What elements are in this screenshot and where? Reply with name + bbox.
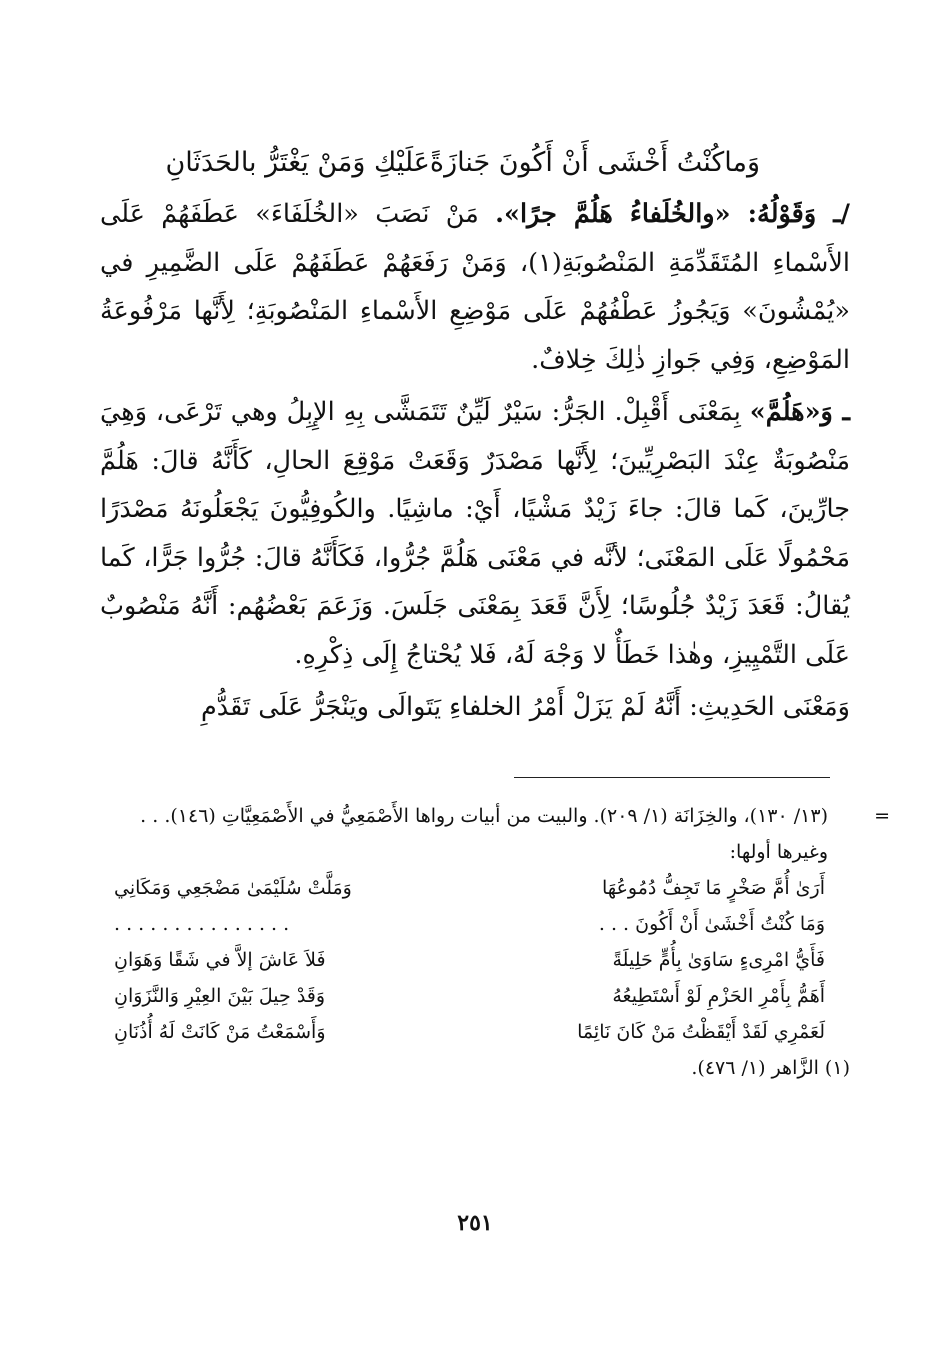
footnote-poem [114, 870, 825, 1050]
opening-verse [165, 140, 760, 186]
paragraph-lead: /ـ وَقَوْلُهُ: «والخُلَفاءُ هَلُمَّ جرًا». [495, 199, 850, 229]
footnote-separator [514, 777, 830, 778]
poem-first-hemistich: أَرَىٰ أُمَّ صَخْرٍ مَا تَجِفُّ دُمُوعُهَا [602, 877, 825, 899]
page-number: ٢٥١ [457, 1210, 493, 1236]
poem-second-hemistich: وَأَسْمَعْتُ مَنْ كَانَتْ لَهُ أُذُنَانِ [114, 1021, 326, 1043]
paragraph [100, 388, 850, 679]
poem-first-hemistich: فَأَيُّ امْرِىءٍ سَاوَىٰ بِأُمٍّ حَلِيلَةً [612, 949, 825, 971]
poem-line [114, 942, 825, 978]
paragraph-text: مَنْ نَصَبَ «الخُلَفَاءَ» عَطَفَهُمْ عَلَى الأَسْماءِ المُتَقَدِّمَةِ المَنْصُوبَةِ(١)، وَمَنْ رَفَعَهُمْ عَطَفَهُمْ عَلَى الضَّمِيرِ في «يُمْشُونَ» وَيَجُوزُ عَطْفُهُمْ عَلَى مَوْضِعِ الأَسْماءِ المَنْصُوبَةِ؛ لِأَنَّها مَرْفُوعَةُ المَوْضِعِ، وَفِي جَوازِ ذٰلِكَ خِلافٌ. [100, 199, 850, 375]
footnote-continuation-text: (١٣/ ١٣٠)، والخِزَانَة (١/ ٢٠٩). والبيت من أبيات رواها الأَصْمَعِيُّ في الأَصْمَعِيَّاتِ (١٤٦). . . وغيرها أولها: [140, 805, 828, 863]
poem-first-hemistich: أَهَمُّ بِأَمْرِ الحَزْمِ لَوْ أَسْتَطِيعُهُ [612, 985, 825, 1007]
footnote-continuation [100, 798, 890, 870]
main-text [100, 190, 850, 736]
poem-first-hemistich: لَعَمْرِي لَقَدْ أَيْقَظْتُ مَنْ كَانَ نَائِمًا [577, 1021, 825, 1043]
poem-second-hemistich: وَقَدْ حِيلَ بَيْنَ العِيْرِ وَالنَّزَوَانِ [114, 985, 326, 1007]
paragraph [100, 683, 850, 732]
poem-line [114, 906, 825, 942]
footnotes [100, 798, 890, 1086]
poem-second-hemistich: . . . . . . . . . . . . . . . [114, 913, 290, 935]
poem-line [114, 1014, 825, 1050]
verse-first-hemistich: وَماكُنْتُ أَخْشَى أَنْ أَكُونَ جَنازَةً [429, 147, 760, 178]
continuation-marker: = [874, 805, 890, 827]
poem-second-hemistich: فَلاَ عَاشَ إلاَّ في شَقًا وَهَوَانِ [114, 949, 326, 971]
paragraph [100, 190, 850, 384]
footnote-1: (١) الزَّاهر (١/ ٤٧٦). [691, 1057, 850, 1079]
paragraph-lead: ـ وَ«هَلُمَّ» [749, 397, 850, 427]
verse-second-hemistich: عَلَيْكِ وَمَنْ يَغْتَرُّ بالحَدَثَانِ [165, 147, 430, 178]
poem-line [114, 870, 825, 906]
paragraph-text: وَمَعْنَى الحَدِيثِ: أَنَّهُ لَمْ يَزَلْ أَمْرُ الخلفاءِ يَتَوالَى ويَنْجَرُّ عَلَى تَقَدُّمِ [200, 692, 850, 722]
poem-first-hemistich: وَمَا كُنْتُ أَخْشَىٰ أَنْ أَكُونَ . . . [598, 913, 825, 935]
paragraph-text: بِمَعْنَى أَقْبِلْ. الجَرُّ: سَيْرٌ لَيِّنٌ تَتَمَشَّى بِهِ الإِبِلُ وهي تَرْعَى، وَهِيَ مَنْصُوبَةٌ عِنْدَ البَصْرِيِّينَ؛ لِأَنَّها مَصْدَرٌ وَقَعَتْ مَوْقِعَ الحالِ، كَأَنَّهُ قالَ: هَلُمَّ جارِّينَ، كَما قالَ: جاءَ زَيْدٌ مَشْيًا، أَيْ: ماشِيًا. والكُوفِيُّونَ يَجْعَلُونَهُ مَصْدَرًا مَحْمُولًا عَلَى المَعْنَى؛ لأنَّه في مَعْنَى هَلُمَّ جُرُّوا، فَكَأَنَّهُ قالَ: جُرُّوا جَرًّا، كَما يُقالُ: قَعَدَ زَيْدٌ جُلُوسًا؛ لِأَنَّ قَعَدَ بِمَعْنَى جَلَسَ. وَزَعَمَ بَعْضُهُم: أَنَّهُ مَنْصُوبٌ عَلَى التَّمْيِيزِ، وهٰذا خَطَأٌ لا وَجْهَ لَهُ، فَلا يُحْتاجُ إِلَى ذِكْرِهِ. [100, 397, 850, 670]
poem-line [114, 978, 825, 1014]
poem-second-hemistich: وَمَلَّتْ سُلَيْمَىٰ مَضْجَعِي وَمَكَانِي [114, 877, 352, 899]
